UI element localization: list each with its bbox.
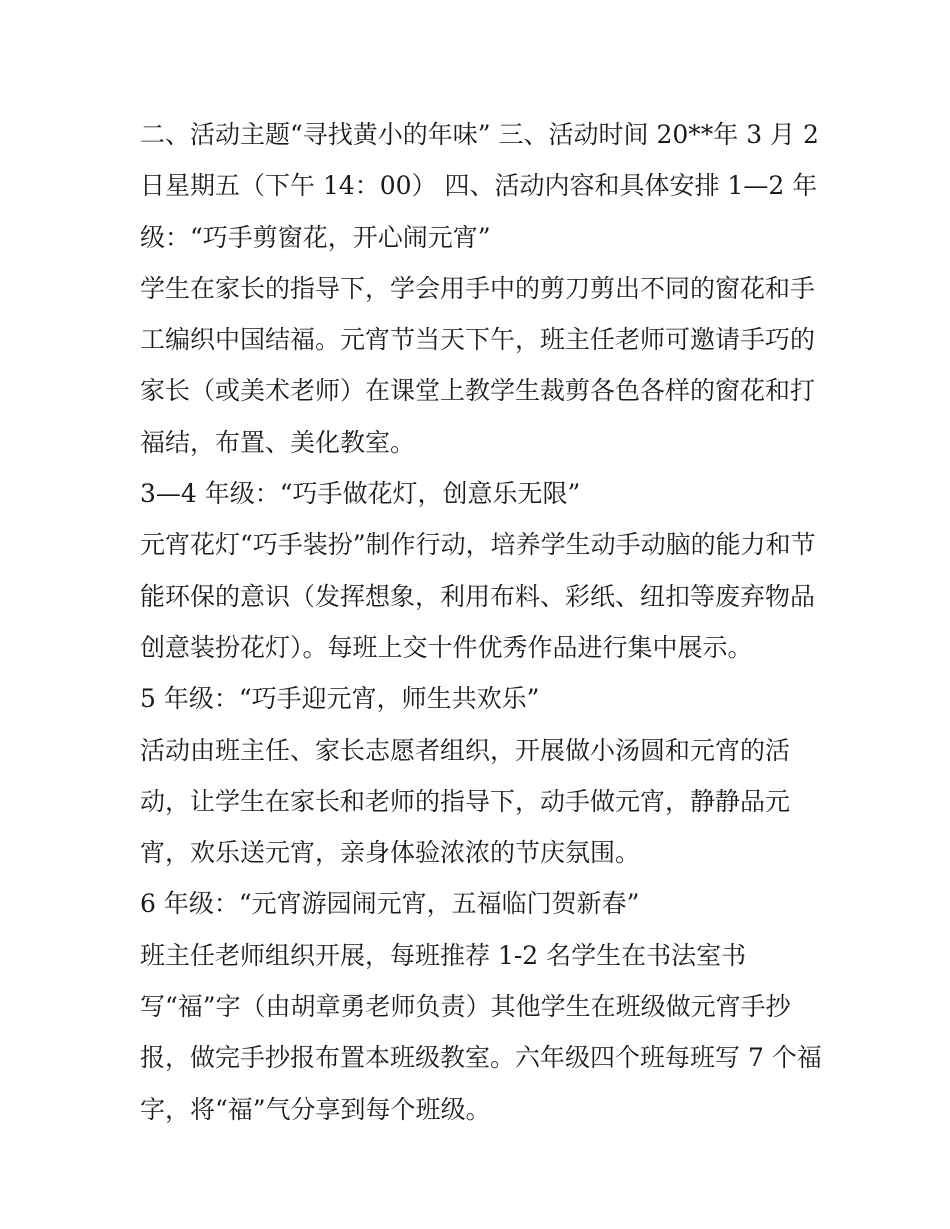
text-line: 活动由班主任、家长志愿者组织，开展做小汤圆和元宵的活 <box>140 735 791 765</box>
text-line: 元宵花灯“巧手装扮”制作行动，培养学生动手动脑的能力和节 <box>140 530 816 560</box>
text-line: 级：“巧手剪窗花，开心闹元宵” <box>140 222 491 252</box>
text-line: 学生在家长的指导下，学会用手中的剪刀剪出不同的窗花和手 <box>140 273 816 303</box>
text-line: 写“福”字（由胡章勇老师负责）其他学生在班级做元宵手抄 <box>140 992 791 1022</box>
text-line: 福结，布置、美化教室。 <box>140 427 416 457</box>
text-line: 5 年级：“巧手迎元宵，师生共欢乐” <box>140 684 540 714</box>
text-line: 二、活动主题“寻找黄小的年味” 三、活动时间 20**年 3 月 2 <box>140 120 819 149</box>
text-line: 动，让学生在家长和老师的指导下，动手做元宵，静静品元 <box>140 786 791 816</box>
text-line: 能环保的意识（发挥想象，利用布料、彩纸、纽扣等废弃物品 <box>140 581 816 611</box>
text-line: 字，将“福”气分享到每个班级。 <box>140 1094 491 1124</box>
text-line: 创意装扮花灯）。每班上交十件优秀作品进行集中展示。 <box>140 632 753 662</box>
text-line: 日星期五（下午 14：00） 四、活动内容和具体安排 1—2 年 <box>140 171 818 201</box>
text-line: 报，做完手抄报布置本班级教室。六年级四个班每班写 7 个福 <box>140 1043 822 1073</box>
text-line: 工编织中国结福。元宵节当天下午，班主任老师可邀请手巧的 <box>140 325 816 355</box>
text-line: 6 年级：“元宵游园闹元宵，五福临门贺新春” <box>140 889 640 919</box>
text-line: 宵，欢乐送元宵，亲身体验浓浓的节庆氛围。 <box>140 838 641 868</box>
text-line: 3—4 年级：“巧手做花灯，创意乐无限” <box>140 479 581 509</box>
text-line: 家长（或美术老师）在课堂上教学生裁剪各色各样的窗花和打 <box>140 376 816 406</box>
text-line: 班主任老师组织开展，每班推荐 1-2 名学生在书法室书 <box>140 940 747 970</box>
document-body <box>140 109 820 1135</box>
